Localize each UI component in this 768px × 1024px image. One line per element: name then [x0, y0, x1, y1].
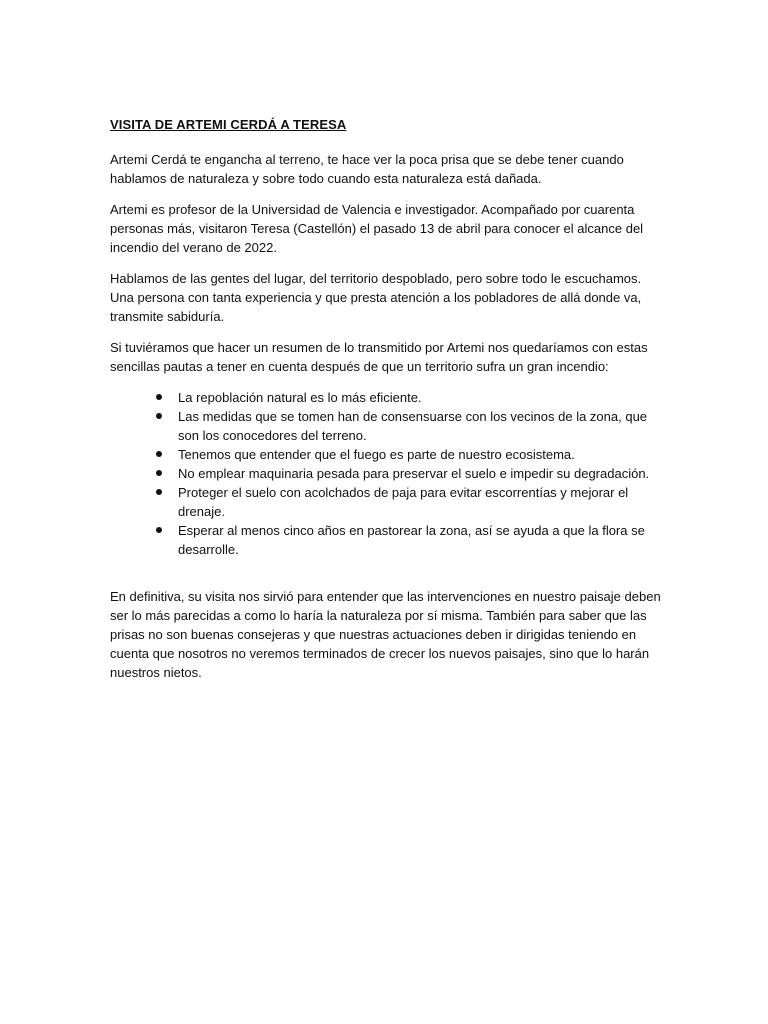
paragraph-closing: En definitiva, su visita nos sirvió para entender que las intervenciones en nuestro paisaje deben ser lo más parecidas a como lo haría la naturaleza por sí misma. También para saber que las prisas no son buenas consejeras y que nuestras actuaciones deben ir dirigidas teniendo en cuenta que nosotros no veremos terminados de crecer los nuevos paisajes, sino que lo harán nuestros nietos. [110, 589, 661, 680]
bullet-icon [156, 489, 162, 495]
list-item-text: Proteger el suelo con acolchados de paja para evitar escorrentías y mejorar el drenaje. [178, 485, 629, 519]
guidelines-list [110, 388, 668, 559]
paragraph-people: Hablamos de las gentes del lugar, del territorio despoblado, pero sobre todo le escuchamos. Una persona con tanta experiencia y que presta atención a los pobladores de allá donde va, transmite sabiduría. [110, 271, 642, 324]
list-item-text: Las medidas que se tomen han de consensuarse con los vecinos de la zona, que son los conocedores del terreno. [178, 409, 648, 443]
document-title: VISITA DE ARTEMI CERDÁ A TERESA [110, 117, 347, 132]
list-item [156, 388, 668, 407]
paragraph-intro: Artemi Cerdá te engancha al terreno, te hace ver la poca prisa que se debe tener cuando hablamos de naturaleza y sobre todo cuando esta naturaleza está dañada. [110, 152, 624, 186]
bullet-icon [156, 470, 162, 476]
paragraph-professor: Artemi es profesor de la Universidad de Valencia e investigador. Acompañado por cuarenta personas más, visitaron Teresa (Castellón) el pasado 13 de abril para conocer el alcance del incendio del verano de 2022. [110, 202, 644, 255]
bullet-icon [156, 413, 162, 419]
list-item [156, 521, 668, 559]
list-item [156, 445, 668, 464]
list-item-text: La repoblación natural es lo más eficiente. [178, 390, 422, 405]
paragraph-summary: Si tuviéramos que hacer un resumen de lo transmitido por Artemi nos quedaríamos con estas sencillas pautas a tener en cuenta después de que un territorio sufra un gran incendio: [110, 340, 648, 374]
bullet-icon [156, 451, 162, 457]
bullet-icon [156, 527, 162, 533]
list-item-text: No emplear maquinaria pesada para preservar el suelo e impedir su degradación. [178, 466, 650, 481]
list-item [156, 407, 668, 445]
list-item-text: Tenemos que entender que el fuego es parte de nuestro ecosistema. [178, 447, 575, 462]
bullet-icon [156, 394, 162, 400]
list-item [156, 483, 668, 521]
list-item [156, 464, 668, 483]
list-item-text: Esperar al menos cinco años en pastorear la zona, así se ayuda a que la flora se desarrolle. [178, 523, 645, 557]
